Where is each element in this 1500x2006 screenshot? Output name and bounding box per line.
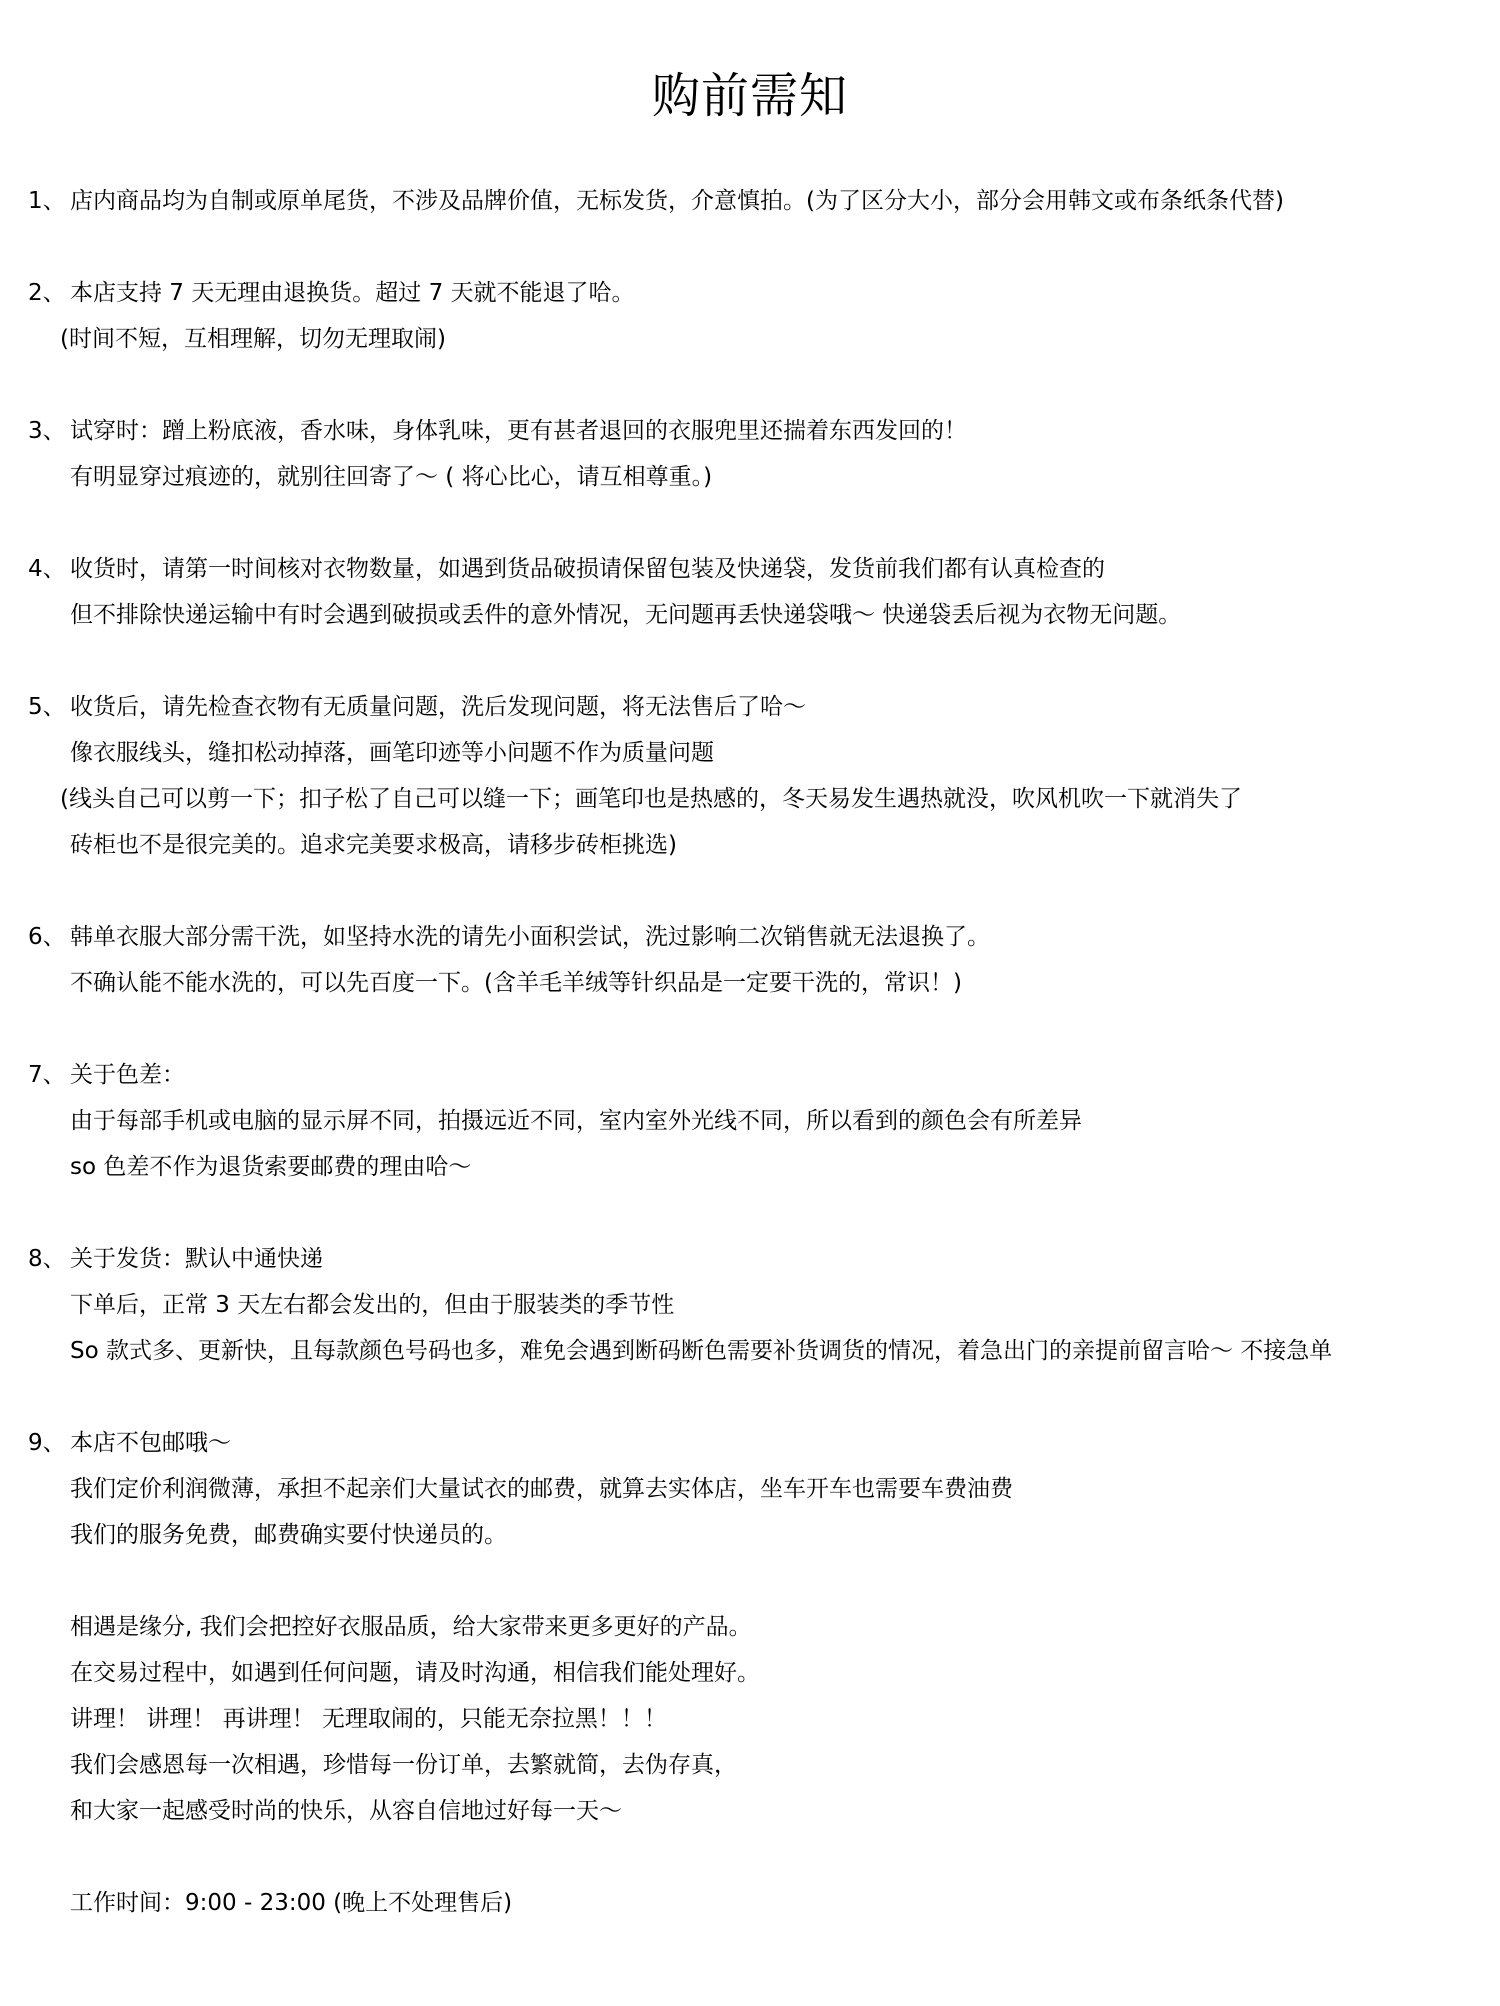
item-text-line: so 色差不作为退货索要邮费的理由哈～ bbox=[70, 1154, 472, 1180]
item-number: 2、 bbox=[28, 280, 66, 306]
item-text-line: 砖柜也不是很完美的。追求完美要求极高，请移步砖柜挑选) bbox=[70, 832, 677, 858]
item-text-line: 像衣服线头，缝扣松动掉落，画笔印迹等小问题不作为质量问题 bbox=[70, 740, 714, 766]
item-text: 关于发货：默认中通快递 bbox=[70, 1246, 323, 1272]
notice-content bbox=[28, 178, 1488, 1972]
notice-item-8 bbox=[28, 1236, 1488, 1374]
notice-item-3 bbox=[28, 408, 1488, 500]
item-text: 本店支持 7 天无理由退换货。超过 7 天就不能退了哈。 bbox=[70, 280, 635, 306]
closing-line: 讲理！ 讲理！ 再讲理！ 无理取闹的，只能无奈拉黑！！！ bbox=[70, 1706, 667, 1732]
notice-item-6 bbox=[28, 914, 1488, 1006]
item-text: 试穿时：蹭上粉底液，香水味，身体乳味，更有甚者退回的衣服兜里还揣着东西发回的！ bbox=[70, 418, 967, 444]
item-text: 收货时，请第一时间核对衣物数量，如遇到货品破损请保留包装及快递袋，发货前我们都有认真检查的 bbox=[70, 556, 1105, 582]
item-text-line: 我们定价利润微薄，承担不起亲们大量试衣的邮费，就算去实体店，坐车开车也需要车费油费 bbox=[70, 1476, 1013, 1502]
item-text: 店内商品均为自制或原单尾货，不涉及品牌价值，无标发货，介意慎拍。(为了区分大小，部分会用韩文或布条纸条代替) bbox=[70, 188, 1284, 214]
closing-line: 在交易过程中，如遇到任何问题，请及时沟通，相信我们能处理好。 bbox=[70, 1660, 760, 1686]
working-hours bbox=[28, 1880, 1488, 1926]
closing-message bbox=[28, 1604, 1488, 1834]
item-text-line: 但不排除快递运输中有时会遇到破损或丢件的意外情况，无问题再丢快递袋哦～ 快递袋丢后视为衣物无问题。 bbox=[70, 602, 1182, 628]
notice-item-4 bbox=[28, 546, 1488, 638]
closing-line: 和大家一起感受时尚的快乐，从容自信地过好每一天～ bbox=[70, 1798, 622, 1824]
item-number: 3、 bbox=[28, 418, 66, 444]
item-text: 本店不包邮哦～ bbox=[70, 1430, 231, 1456]
closing-line: 我们会感恩每一次相遇，珍惜每一份订单，去繁就简，去伪存真， bbox=[70, 1752, 737, 1778]
page-title: 购前需知 bbox=[651, 68, 848, 124]
working-hours-text: 工作时间：9:00 - 23:00 (晚上不处理售后) bbox=[70, 1890, 513, 1916]
item-number: 6、 bbox=[28, 924, 66, 950]
item-number: 1、 bbox=[28, 188, 66, 214]
item-text: 韩单衣服大部分需干洗，如坚持水洗的请先小面积尝试，洗过影响二次销售就无法退换了。 bbox=[70, 924, 990, 950]
item-note: (线头自己可以剪一下；扣子松了自己可以缝一下；画笔印也是热感的，冬天易发生遇热就没，吹风机吹一下就消失了 bbox=[60, 786, 1242, 812]
item-note: (时间不短，互相理解，切勿无理取闹) bbox=[60, 326, 446, 352]
item-text: 收货后，请先检查衣物有无质量问题，洗后发现问题，将无法售后了哈～ bbox=[70, 694, 806, 720]
notice-item-9 bbox=[28, 1420, 1488, 1558]
item-number: 5、 bbox=[28, 694, 66, 720]
item-number: 8、 bbox=[28, 1246, 66, 1272]
notice-item-7 bbox=[28, 1052, 1488, 1190]
item-text-line: 下单后，正常 3 天左右都会发出的，但由于服装类的季节性 bbox=[70, 1292, 675, 1318]
notice-item-5 bbox=[28, 684, 1488, 868]
item-text-line: 不确认能不能水洗的，可以先百度一下。(含羊毛羊绒等针织品是一定要干洗的，常识！) bbox=[70, 970, 962, 996]
notice-item-1 bbox=[28, 178, 1488, 224]
item-number: 7、 bbox=[28, 1062, 66, 1088]
item-text: 关于色差： bbox=[70, 1062, 185, 1088]
notice-item-2 bbox=[28, 270, 1488, 362]
item-text-line: 有明显穿过痕迹的，就别往回寄了～ ( 将心比心，请互相尊重。) bbox=[70, 464, 713, 490]
item-text-line: So 款式多、更新快，且每款颜色号码也多，难免会遇到断码断色需要补货调货的情况，着急出门的亲提前留言哈～ 不接急单 bbox=[70, 1338, 1333, 1364]
item-text-line: 我们的服务免费，邮费确实要付快递员的。 bbox=[70, 1522, 507, 1548]
item-number: 4、 bbox=[28, 556, 66, 582]
closing-line: 相遇是缘分, 我们会把控好衣服品质，给大家带来更多更好的产品。 bbox=[70, 1614, 752, 1640]
item-number: 9、 bbox=[28, 1430, 66, 1456]
item-text-line: 由于每部手机或电脑的显示屏不同，拍摄远近不同，室内室外光线不同，所以看到的颜色会有所差异 bbox=[70, 1108, 1082, 1134]
